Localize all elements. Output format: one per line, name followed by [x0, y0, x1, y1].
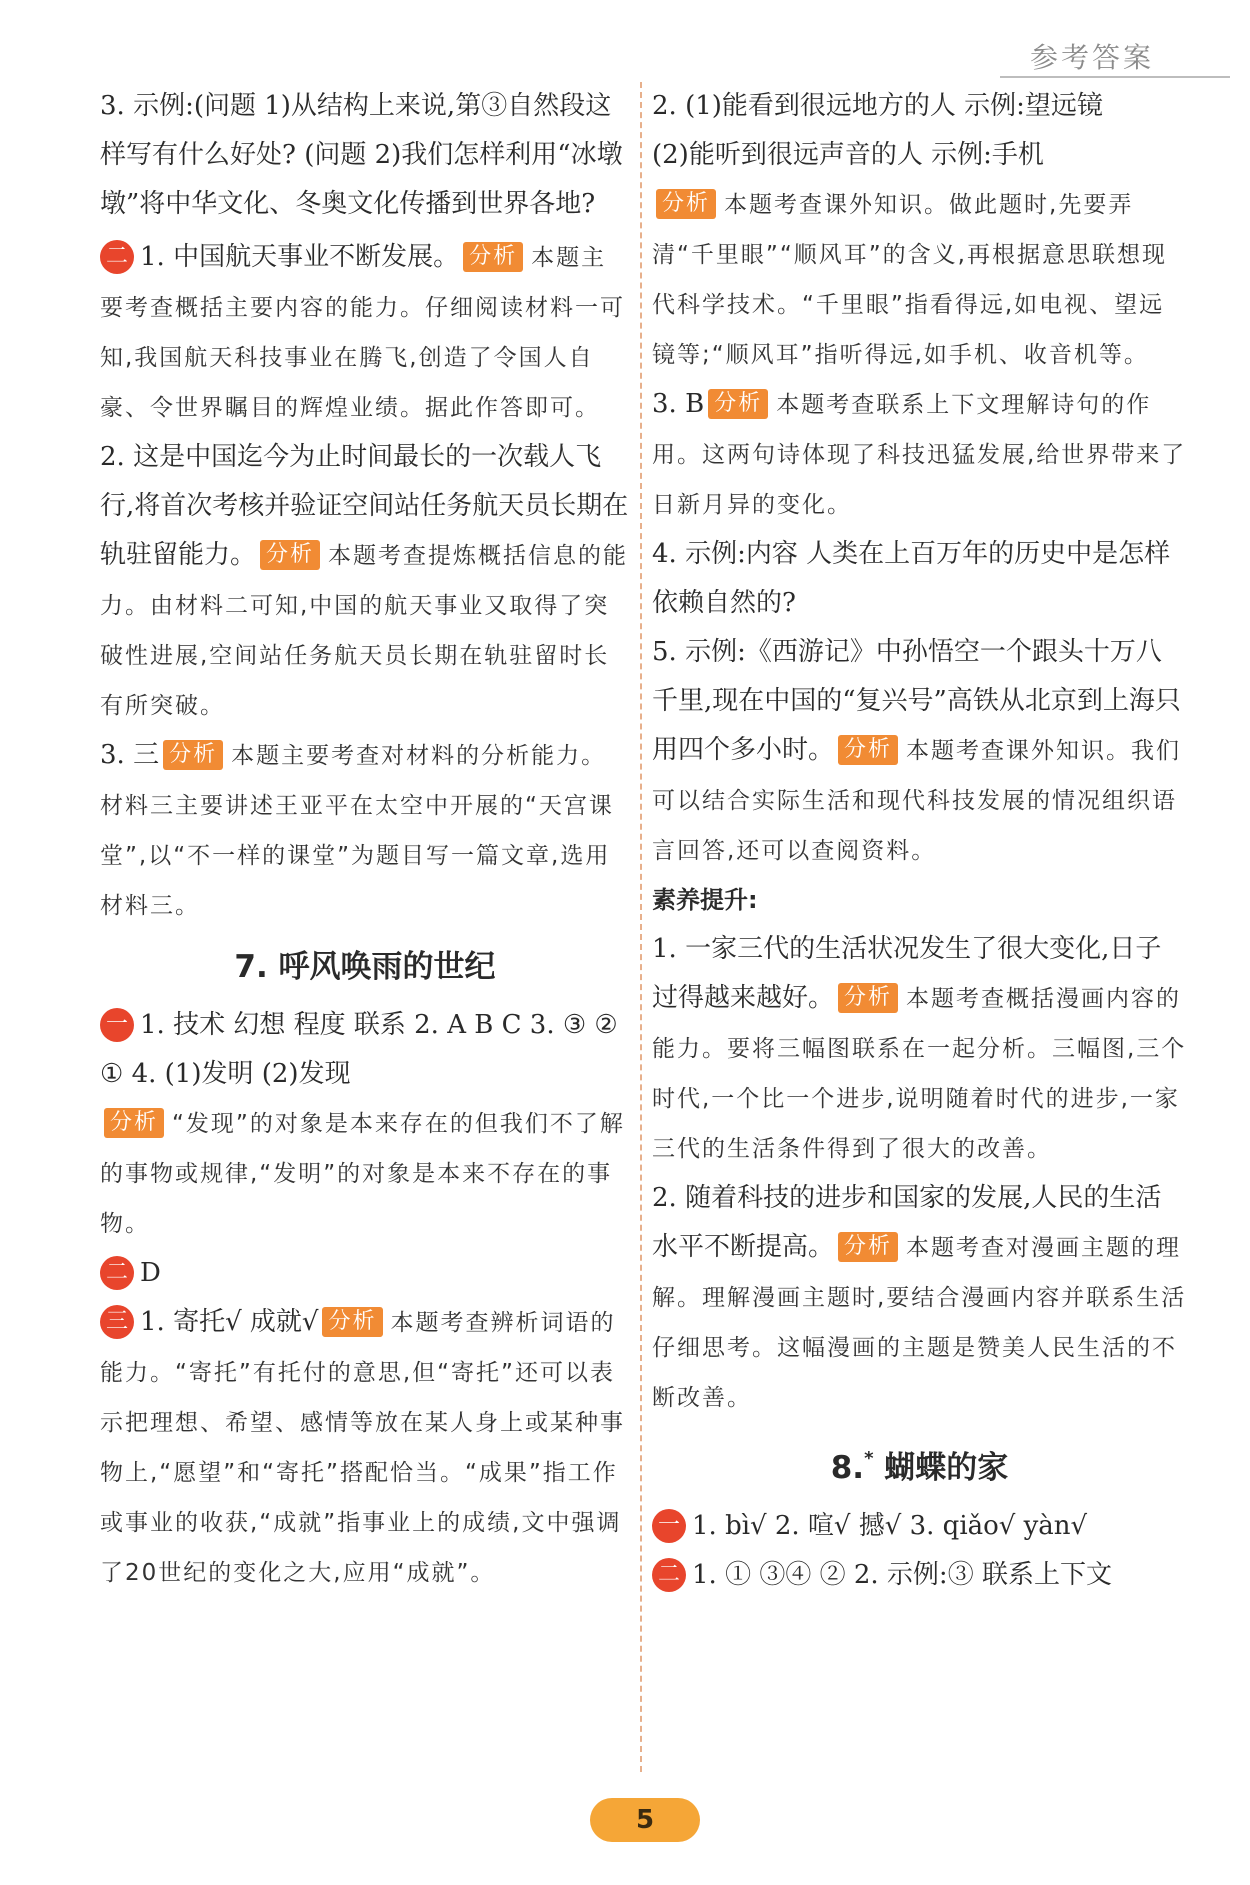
optional-star: * — [864, 1448, 874, 1469]
lesson-7-section-3 — [100, 1298, 630, 1598]
section-number-badge: 一 — [652, 1509, 686, 1543]
analysis-text: 本题主要考查对材料的分析能力。材料三主要讲述王亚平在太空中开展的“天宫课堂”,以“不一样的课堂”为题目写一篇文章,选用材料三。 — [100, 743, 614, 919]
lesson-number: 8. — [830, 1450, 865, 1486]
suyang-a2 — [652, 1174, 1187, 1423]
analysis-text: 本题主要考查概括主要内容的能力。仔细阅读材料一可知,我国航天科技事业在腾飞,创造了令国人自豪、令世界瞩目的辉煌业绩。据此作答即可。 — [100, 245, 625, 421]
suyang-heading: 素养提升: — [652, 886, 758, 914]
analysis-tag: 分析 — [838, 735, 898, 765]
lesson-name: 蝴蝶的家 — [884, 1450, 1009, 1486]
answer-text: 5. 示例:《西游记》中孙悟空一个跟头十万八千里,现在中国的“复兴号”高铁从北京到上海只用四个多小时。 — [652, 637, 1181, 765]
header-label: 参考答案 — [1030, 41, 1155, 74]
analysis-tag: 分析 — [838, 1232, 898, 1262]
answer-line: (2)能听到很远声音的人 示例:手机 — [652, 140, 1044, 170]
lesson-7-title: 7. 呼风唤雨的世纪 — [234, 949, 496, 985]
section-number-badge: 二 — [100, 240, 134, 274]
analysis-text: 本题考查联系上下文理解诗句的作用。这两句诗体现了科技迅猛发展,给世界带来了日新月异的变化。 — [652, 392, 1187, 518]
analysis-tag: 分析 — [463, 242, 523, 272]
section-2-q1 — [100, 233, 630, 433]
analysis-text: 本题考查课外知识。我们可以结合实际生活和现代科技发展的情况组织语言回答,还可以查阅资料。 — [652, 738, 1182, 864]
analysis-text: 本题考查对漫画主题的理解。理解漫画主题时,要结合漫画内容并联系生活仔细思考。这幅漫画的主题是赞美人民生活的不断改善。 — [652, 1235, 1187, 1411]
analysis-tag: 分析 — [656, 189, 716, 219]
answer-text: 1. ① ③④ ② 2. 示例:③ 联系上下文 — [692, 1560, 1112, 1590]
header-rule — [1000, 76, 1230, 78]
q3 — [652, 380, 1187, 530]
q5 — [652, 628, 1187, 876]
answer-text: 2. 随着科技的进步和国家的发展,人民的生活水平不断提高。 — [652, 1183, 1162, 1262]
analysis-tag: 分析 — [104, 1108, 164, 1138]
analysis-tag: 分析 — [708, 389, 768, 419]
answer-text: 1. bì√ 2. 喧√ 撼√ 3. qiǎo√ yàn√ — [692, 1511, 1088, 1541]
section-2-q2 — [100, 433, 630, 731]
analysis-text: “发现”的对象是本来存在的但我们不了解的事物或规律,“发明”的对象是本来不存在的事物。 — [100, 1111, 625, 1237]
answer-text: 1. 中国航天事业不断发展。 — [140, 242, 460, 272]
analysis-text: 本题考查课外知识。做此题时,先要弄清“千里眼”“顺风耳”的含义,再根据意思联想现代科学技术。“千里眼”指看得远,如电视、望远镜等;“顺风耳”指听得远,如手机、收音机等。 — [652, 192, 1167, 368]
lesson-7-section-1 — [100, 1001, 630, 1099]
section-number-badge: 二 — [652, 1558, 686, 1592]
answer-line: 2. (1)能看到很远地方的人 示例:望远镜 — [652, 91, 1103, 121]
section-number-badge: 三 — [100, 1305, 134, 1339]
analysis-text: 本题考查辨析词语的能力。“寄托”有托付的意思,但“寄托”还可以表示把理想、希望、感情等放在某人身上或某种事物上,“愿望”和“寄托”搭配恰当。“成果”指工作或事业的收获,“成就”指事业上的成绩,文中强调了20世纪的变化之大,应用“成就”。 — [100, 1310, 625, 1586]
q2-analysis — [652, 180, 1187, 380]
q4: 4. 示例:内容 人类在上百万年的历史中是怎样依赖自然的? — [652, 539, 1171, 618]
lesson-7-section-1-analysis — [100, 1099, 630, 1249]
suyang-a1 — [652, 925, 1187, 1174]
right-column — [652, 82, 1187, 1600]
column-divider — [640, 82, 642, 1772]
lesson-8-title — [652, 1429, 1187, 1498]
analysis-tag: 分析 — [322, 1307, 382, 1337]
section-2-q3 — [100, 731, 630, 931]
answer-text: 1. 技术 幻想 程度 联系 2. A B C 3. ③ ② ① 4. (1)发明 (2)发现 — [100, 1010, 618, 1089]
analysis-tag: 分析 — [163, 740, 223, 770]
section-number-badge: 二 — [100, 1256, 134, 1290]
answer-text: 1. 寄托√ 成就√ — [140, 1307, 319, 1337]
answer-text: 3. 三 — [100, 740, 160, 770]
left-column — [100, 82, 630, 1598]
lesson-8-section-1 — [652, 1502, 1187, 1551]
analysis-text: 本题考查提炼概括信息的能力。由材料二可知,中国的航天事业又取得了突破性进展,空间站任务航天员长期在轨驻留时长有所突破。 — [100, 543, 629, 719]
lesson-8-section-2 — [652, 1551, 1187, 1600]
analysis-tag: 分析 — [260, 540, 320, 570]
answer-text: 3. B — [652, 389, 705, 419]
section-number-badge: 一 — [100, 1008, 134, 1042]
page-number: 5 — [590, 1798, 700, 1842]
answer-text: 1. 一家三代的生活状况发生了很大变化,日子过得越来越好。 — [652, 934, 1162, 1013]
analysis-tag: 分析 — [838, 983, 898, 1013]
analysis-text: 本题考查概括漫画内容的能力。要将三幅图联系在一起分析。三幅图,三个时代,一个比一个进步,说明随着时代的进步,一家三代的生活条件得到了很大的改善。 — [652, 986, 1187, 1162]
lesson-7-section-2 — [100, 1249, 630, 1298]
answer-text: 2. 这是中国迄今为止时间最长的一次载人飞行,将首次考核并验证空间站任务航天员长期在轨驻留能力。 — [100, 442, 629, 570]
answer-text: D — [140, 1258, 161, 1288]
answer-line: 3. 示例:(问题 1)从结构上来说,第③自然段这样写有什么好处? (问题 2)我们怎样利用“冰墩墩”将中华文化、冬奥文化传播到世界各地? — [100, 91, 623, 219]
